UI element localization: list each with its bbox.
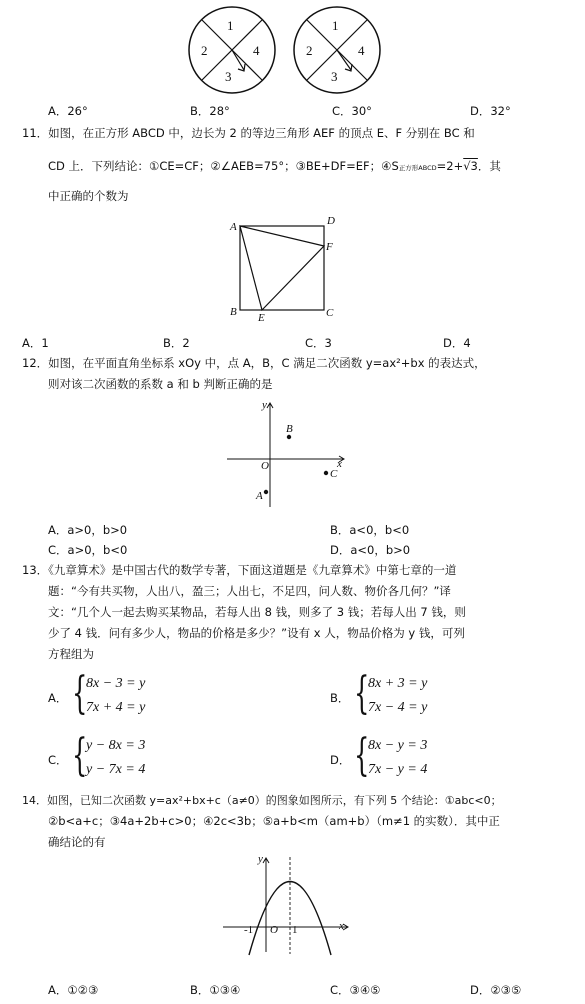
q11-text-line2 — [48, 158, 501, 174]
q13-option-b-label: B． — [330, 691, 350, 705]
q13-text-line3: 文：“几个人一起去购买某物品，若每人出 8 钱，则多了 3 钱；若每人出 7 钱，则 — [48, 605, 466, 619]
dial-right-number-3: 3 — [331, 69, 338, 84]
q11-text-line2-c: ．其 — [477, 159, 501, 173]
q11-text-line2-a: CD 上．下列结论：①CE=CF；②∠AEB=75°；③BE+DF=EF；④S — [48, 159, 399, 173]
fig14-label-y: y — [258, 853, 263, 865]
q12-option-c: C．a>0，b<0 — [48, 543, 128, 557]
q13-text-line5: 方程组为 — [48, 647, 94, 661]
q14-option-b: B．①③④ — [190, 983, 241, 997]
dial-right-number-4: 4 — [358, 43, 365, 58]
q11-option-a: A．1 — [22, 336, 49, 350]
q13-option-a-eq2: 7x + 4 = y — [86, 700, 146, 715]
q12-option-b: B．a<0，b<0 — [330, 523, 410, 537]
q10-option-a: A．26° — [48, 104, 88, 118]
q14-text-line2: ②b<a+c；③4a+2b+c>0；④2c<3b；⑤a+b<m（am+b）（m≠1 的实数）．其中正 — [48, 814, 500, 828]
fig11-label-d: D — [327, 215, 335, 227]
q13-option-a-brace: { — [72, 668, 88, 719]
q10-option-b: B．28° — [190, 104, 230, 118]
q11-text-line2-b: =2+ — [436, 159, 464, 173]
fig14-label-x: x — [339, 920, 344, 932]
fig14-label-1: 1 — [292, 924, 298, 936]
fig11-label-b: B — [230, 306, 237, 318]
q14-text-line3: 确结论的有 — [48, 835, 106, 849]
q12-option-d: D．a<0，b>0 — [330, 543, 411, 557]
q13-option-b-eq2: 7x − 4 = y — [368, 700, 428, 715]
q13-option-b-brace: { — [354, 668, 370, 719]
q12-option-a: A．a>0，b>0 — [48, 523, 128, 537]
q11-option-d: D．4 — [443, 336, 471, 350]
spinner-dials-figure — [180, 0, 400, 100]
q11-area-subscript: 正方形ABCD — [398, 164, 437, 172]
fig12-label-y: y — [262, 399, 267, 411]
q13-option-d-system — [354, 730, 474, 784]
q13-option-b-system — [354, 668, 474, 722]
dial-left-number-2: 2 — [201, 43, 208, 58]
q13-option-c-eq1: y − 8x = 3 — [86, 738, 146, 753]
fig12-label-a: A — [256, 490, 263, 502]
q13-option-d-eq2: 7x − y = 4 — [368, 762, 428, 777]
coordinate-points-figure — [222, 395, 352, 515]
fig12-label-c: C — [330, 468, 338, 480]
fig11-label-f: F — [326, 241, 333, 253]
q11-text-line3: 中正确的个数为 — [48, 189, 129, 203]
fig12-label-x: x — [337, 458, 342, 470]
q13-text-line4: 少了 4 钱．问有多少人，物品的价格是多少？”设有 x 人，物品价格为 y 钱，可列 — [48, 626, 465, 640]
fig14-label-neg1: -1 — [244, 924, 254, 936]
q13-option-a-system — [72, 668, 192, 722]
q11-sqrt3: √3 — [463, 159, 478, 173]
dial-left-number-4: 4 — [253, 43, 260, 58]
q13-option-d-label: D． — [330, 753, 351, 767]
q13-option-c-system — [72, 730, 192, 784]
fig14-label-o: O — [270, 924, 278, 936]
fig12-label-b: B — [286, 423, 293, 435]
fig11-label-e: E — [258, 312, 265, 324]
q10-option-c: C．30° — [332, 104, 372, 118]
q13-option-c-brace: { — [72, 730, 88, 781]
q11-option-b: B．2 — [163, 336, 190, 350]
q12-text-line2: 则对该二次函数的系数 a 和 b 判断正确的是 — [48, 377, 273, 391]
q10-option-d: D．32° — [470, 104, 511, 118]
q13-option-d-eq1: 8x − y = 3 — [368, 738, 428, 753]
q14-option-a: A．①②③ — [48, 983, 99, 997]
fig11-label-a: A — [230, 221, 237, 233]
dial-left-number-3: 3 — [225, 69, 232, 84]
dial-right-number-2: 2 — [306, 43, 313, 58]
q11-text-line1: 11．如图，在正方形 ABCD 中，边长为 2 的等边三角形 AEF 的顶点 E、F 分别在 BC 和 — [22, 126, 475, 140]
parabola-figure — [220, 852, 355, 957]
q13-option-c-eq2: y − 7x = 4 — [86, 762, 146, 777]
q13-option-c-label: C． — [48, 753, 68, 767]
q13-option-a-label: A． — [48, 691, 68, 705]
q11-option-c: C．3 — [305, 336, 332, 350]
q13-option-b-eq1: 8x + 3 = y — [368, 676, 428, 691]
fig11-label-c: C — [326, 307, 334, 319]
fig12-label-o: O — [261, 460, 269, 472]
q13-text-line1: 13．《九章算术》是中国古代的数学专著，下面这道题是《九章算术》中第七章的一道 — [22, 563, 457, 577]
q14-option-d: D．②③⑤ — [470, 983, 522, 997]
q13-option-d-brace: { — [354, 730, 370, 781]
q12-text-line1: 12．如图，在平面直角坐标系 xOy 中，点 A，B，C 满足二次函数 y=ax²+bx 的表达式， — [22, 356, 486, 370]
dial-right-number-1: 1 — [332, 18, 339, 33]
q14-text-line1: 14．如图，已知二次函数 y=ax²+bx+c（a≠0）的图象如图所示，有下列 5 个结论：①abc<0； — [22, 794, 502, 807]
q14-option-c: C．③④⑤ — [330, 983, 381, 997]
q13-text-line2: 题：“今有共买物，人出八，盈三；人出七，不足四，问人数、物价各几何？”译 — [48, 584, 451, 598]
q13-option-a-eq1: 8x − 3 = y — [86, 676, 146, 691]
dial-left-number-1: 1 — [227, 18, 234, 33]
